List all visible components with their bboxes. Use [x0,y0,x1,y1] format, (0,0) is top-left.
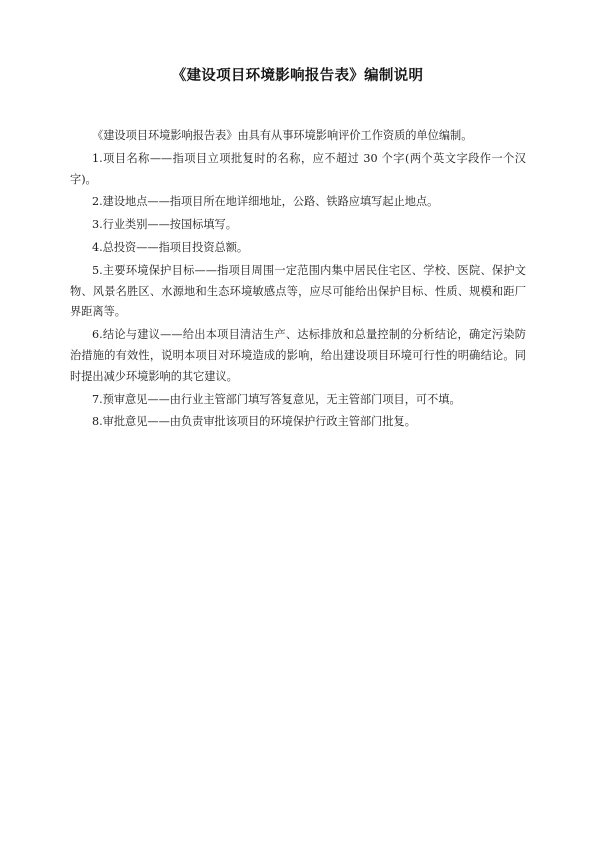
item-industry-category: 3.行业类别——按国标填写。 [92,218,237,232]
document-body [70,126,526,435]
item-preliminary-review: 7.预审意见——由行业主管部门填写答复意见，无主管部门项目，可不填。 [92,392,461,406]
item-project-name: 1.项目名称——指项目立项批复时的名称，应不超过 30 个字(两个英文字段作一个汉字)。 [70,151,526,186]
item-conclusions: 6.结论与建议——给出本项目清洁生产、达标排放和总量控制的分析结论，确定污染防治措施的有效性，说明本项目对环境造成的影响，给出建设项目环境可行性的明确结论。同时提出减少环境影响的其它建议。 [70,328,526,383]
intro-paragraph: 《建设项目环境影响报告表》由具有从事环境影响评价工作资质的单位编制。 [92,129,473,142]
item-protection-targets: 5.主要环境保护目标——指项目周围一定范围内集中居民住宅区、学校、医院、保护文物、风景名胜区、水源地和生态环境敏感点等，应尽可能给出保护目标、性质、规模和距厂界距离等。 [70,263,526,319]
item-construction-site: 2.建设地点——指项目所在地详细地址，公路、铁路应填写起止地点。 [92,195,439,209]
document-title: 《建设项目环境影响报告表》编制说明 [171,68,424,84]
item-total-investment: 4.总投资——指项目投资总额。 [92,240,249,254]
item-approval-opinion: 8.审批意见——由负责审批该项目的环境保护行政主管部门批复。 [92,415,416,429]
